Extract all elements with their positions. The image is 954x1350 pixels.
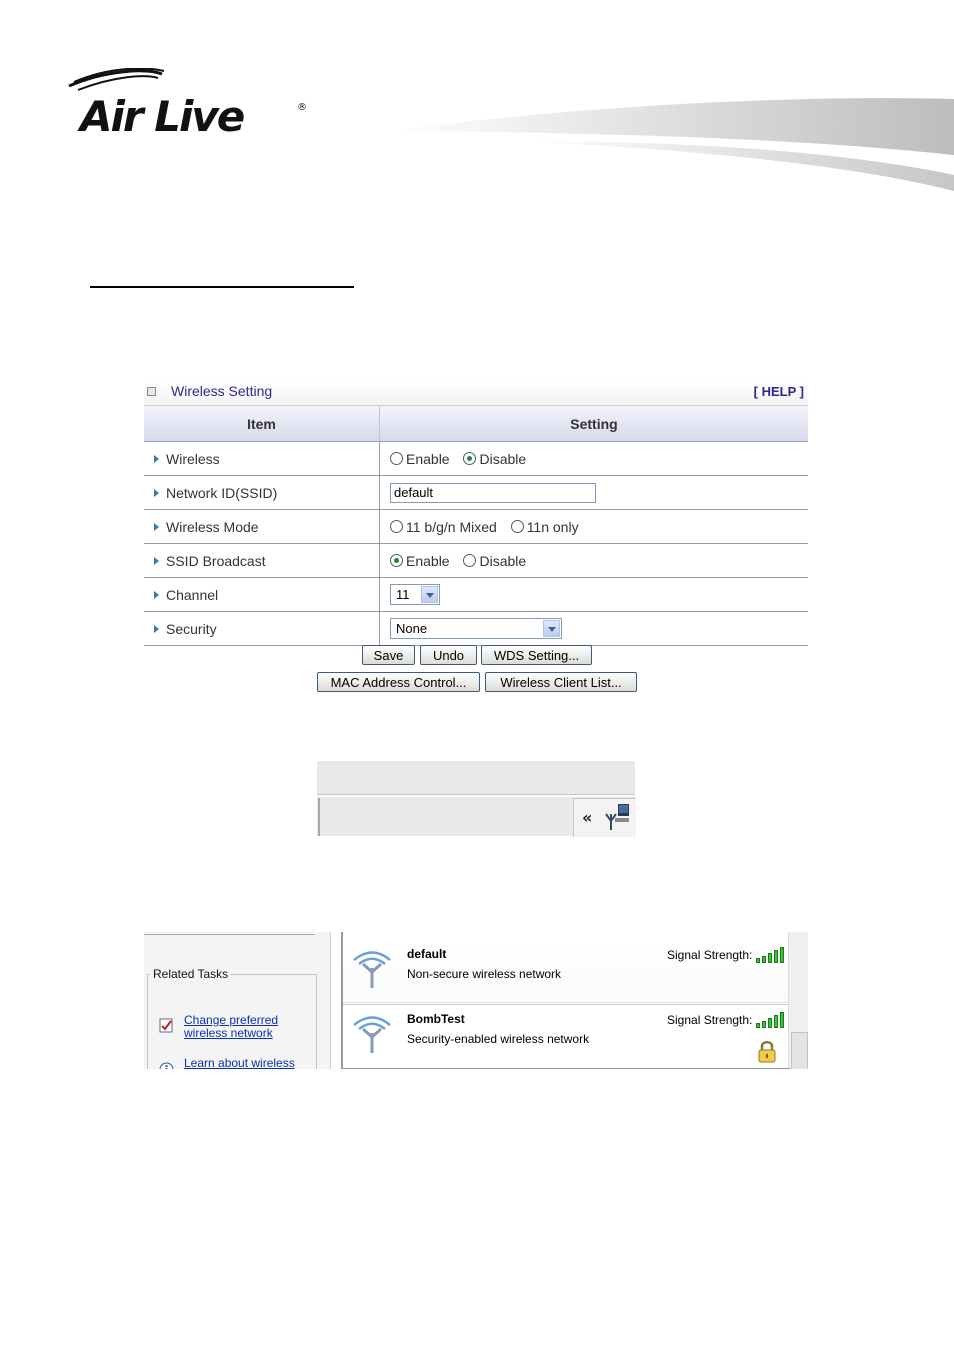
row-security: [144, 612, 808, 646]
network-name: BombTest: [407, 1012, 465, 1026]
help-link[interactable]: [ HELP ]: [753, 384, 804, 399]
channel-label: Channel: [166, 586, 219, 603]
network-list: [341, 932, 790, 1069]
arrow-bullet-icon: [154, 455, 159, 463]
panel-title: Wireless Setting: [171, 383, 273, 399]
wireless-enable-radio[interactable]: [390, 452, 403, 465]
section-heading-underline: [90, 286, 354, 288]
chevron-down-icon[interactable]: [421, 586, 438, 603]
row-wireless: [144, 442, 808, 476]
wireless-disable-option[interactable]: Disable: [463, 451, 526, 467]
arrow-bullet-icon: [154, 523, 159, 531]
ssid-label: Network ID(SSID): [166, 484, 278, 501]
taskbar-edge: [318, 798, 320, 836]
network-description: Security-enabled wireless network: [407, 1032, 590, 1046]
network-description: Non-secure wireless network: [407, 967, 562, 981]
undo-button[interactable]: Undo: [420, 645, 477, 665]
broadcast-enable-option[interactable]: Enable: [390, 553, 450, 569]
signal-bar: [762, 1021, 766, 1028]
mode-mixed-radio[interactable]: [390, 520, 403, 533]
wireless-mode-label: Wireless Mode: [166, 518, 259, 535]
signal-bar: [774, 950, 778, 963]
mode-mixed-option[interactable]: 11 b/g/n Mixed: [390, 519, 497, 535]
signal-bar: [780, 947, 784, 963]
lock-icon: [757, 1039, 777, 1063]
header-swoosh-graphic: [380, 95, 954, 195]
wireless-antenna-icon: [351, 1013, 393, 1055]
learn-about-wireless-link[interactable]: Learn about wireless: [184, 1056, 295, 1069]
signal-bar: [756, 1023, 760, 1028]
wireless-disable-radio[interactable]: [463, 452, 476, 465]
row-wireless-mode: [144, 510, 808, 544]
system-tray: [573, 798, 636, 837]
svg-text:Air Live: Air Live: [80, 92, 244, 140]
airlive-logo: [66, 68, 316, 140]
row-ssid: [144, 476, 808, 510]
arrow-bullet-icon: [154, 591, 159, 599]
signal-bar: [780, 1012, 784, 1028]
row-channel: [144, 578, 808, 612]
signal-strength-bars: [756, 1012, 786, 1028]
network-row-default[interactable]: [343, 940, 790, 1003]
taskbar-snippet: [317, 761, 635, 836]
ssid-broadcast-label: SSID Broadcast: [166, 552, 266, 569]
signal-strength-label: Signal Strength:: [667, 948, 753, 962]
arrow-bullet-icon: [154, 625, 159, 633]
signal-bar: [768, 953, 772, 963]
row-ssid-broadcast: [144, 544, 808, 578]
vertical-scrollbar[interactable]: [788, 932, 808, 1069]
broadcast-disable-radio[interactable]: [463, 554, 476, 567]
ssid-input[interactable]: default: [390, 483, 596, 503]
wireless-label: Wireless: [166, 450, 220, 467]
chevron-down-icon[interactable]: [543, 620, 560, 637]
arrow-bullet-icon: [154, 489, 159, 497]
svg-text:®: ®: [297, 102, 307, 113]
info-icon: [159, 1062, 174, 1069]
signal-strength-label: Signal Strength:: [667, 1013, 753, 1027]
network-name: default: [407, 947, 447, 961]
signal-bar: [774, 1015, 778, 1028]
wireless-antenna-icon: [351, 948, 393, 990]
mode-11n-option[interactable]: 11n only: [511, 519, 579, 535]
wireless-setting-panel: [144, 379, 808, 646]
signal-bar: [756, 958, 760, 963]
wireless-network-list-window: [144, 932, 808, 1069]
checklist-icon: [159, 1018, 174, 1033]
related-tasks-title: Related Tasks: [150, 967, 231, 981]
security-select[interactable]: None: [390, 618, 562, 639]
column-header-setting: Setting: [380, 406, 809, 442]
mode-11n-radio[interactable]: [511, 520, 524, 533]
network-row-bombtest[interactable]: [343, 1004, 790, 1067]
settings-table: [144, 406, 808, 646]
signal-strength-bars: [756, 947, 786, 963]
change-preferred-network-link[interactable]: Change preferred wireless network: [184, 1013, 279, 1040]
security-label: Security: [166, 620, 217, 637]
taskbar-separator: [317, 794, 635, 797]
scrollbar-thumb[interactable]: [791, 1032, 808, 1069]
wireless-enable-option[interactable]: Enable: [390, 451, 450, 467]
wds-setting-button[interactable]: WDS Setting...: [481, 645, 592, 665]
broadcast-enable-radio[interactable]: [390, 554, 403, 567]
broadcast-disable-option[interactable]: Disable: [463, 553, 526, 569]
network-connection-icon[interactable]: [604, 802, 632, 832]
save-button[interactable]: Save: [362, 645, 415, 665]
signal-bar: [762, 956, 766, 963]
show-hidden-icons-chevron[interactable]: «: [582, 808, 593, 827]
related-tasks-pane: [144, 932, 331, 1069]
signal-bar: [768, 1018, 772, 1028]
column-header-item: Item: [144, 406, 380, 442]
square-bullet-icon: [147, 387, 156, 396]
mac-address-control-button[interactable]: MAC Address Control...: [317, 672, 480, 692]
panel-header: [144, 379, 808, 406]
arrow-bullet-icon: [154, 557, 159, 565]
wireless-client-list-button[interactable]: Wireless Client List...: [485, 672, 637, 692]
channel-select[interactable]: 11: [390, 584, 440, 605]
